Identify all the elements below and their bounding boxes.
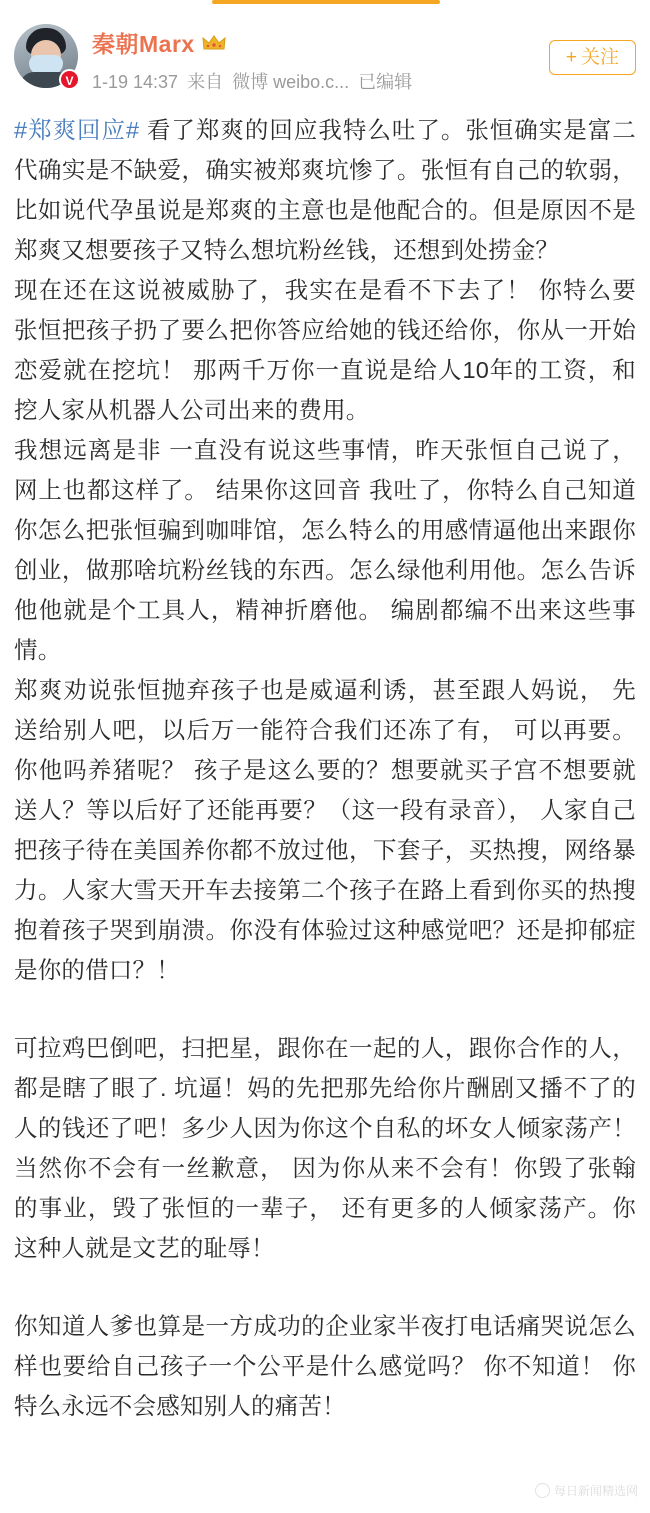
follow-button-label: 关注 — [580, 47, 619, 68]
post-source[interactable]: 微博 weibo.c... — [232, 72, 350, 92]
crown-icon — [202, 34, 226, 52]
edited-label: 已编辑 — [358, 72, 413, 92]
follow-button[interactable] — [549, 40, 636, 75]
post-paragraph-text: 看了郑爽的回应我特么吐了。张恒确实是富二代确实是不缺爱，确实被郑爽坑惨了。张恒有自己的软弱，比如说代孕虽说是郑爽的主意也是他配合的。但是原因不是郑爽又想要孩子又特么想坑粉丝钱，还想到处捞金？ — [14, 117, 636, 263]
author-name[interactable]: 秦朝Marx — [92, 31, 195, 57]
watermark-label: 每日新闻精选网 — [553, 1484, 638, 1498]
post-header — [14, 18, 636, 96]
post-content — [14, 110, 636, 1426]
post-paragraph: 可拉鸡巴倒吧，扫把星，跟你在一起的人，跟你合作的人，都是瞎了眼了. 坑逼！妈的先把那先给你片酬剧又播不了的人的钱还了吧！多少人因为你这个自私的坏女人倾家荡产！当然你不会有一丝歉意， 因为你从来不会有！你毁了张翰的事业，毁了张恒的一辈子， 还有更多的人倾家荡产。你这种人就是文艺的耻辱！ — [14, 1035, 636, 1261]
topic-link[interactable]: #郑爽回应# — [14, 117, 140, 143]
post-timestamp: 1-19 14:37 — [92, 72, 179, 92]
source-prefix: 来自 — [187, 72, 224, 92]
watermark-logo-icon — [535, 1483, 550, 1498]
post-paragraph: 我想远离是非 一直没有说这些事情，昨天张恒自己说了，网上也都这样了。 结果你这回音 我吐了，你特么自己知道你怎么把张恒骗到咖啡馆，怎么特么的用感情逼他出来跟你创业，做那啥坑粉丝钱的东西。怎么绿他利用他。怎么告诉他他就是个工具人，精神折磨他。 编剧都编不出来这些事情。 — [14, 437, 636, 663]
avatar[interactable] — [14, 24, 78, 88]
post-paragraph: 你知道人爹也算是一方成功的企业家半夜打电话痛哭说怎么样也要给自己孩子一个公平是什么感觉吗？ 你不知道！ 你特么永远不会感知别人的痛苦！ — [14, 1313, 636, 1419]
plus-icon: + — [565, 47, 577, 68]
post-paragraph — [14, 110, 636, 270]
post-paragraph: 郑爽劝说张恒抛弃孩子也是威逼利诱，甚至跟人妈说， 先送给别人吧，以后万一能符合我们还冻了有， 可以再要。你他吗养猪呢？ 孩子是这么要的？想要就买子宫不想要就送人？等以后好了还能再要？（这一段有录音）， 人家自己把孩子待在美国养你都不放过他，下套子，买热搜，网络暴力。人家大雪天开车去接第二个孩子在路上看到你买的热搜抱着孩子哭到崩溃。你没有体验过这种感觉吧？还是抑郁症是你的借口？！ — [14, 677, 636, 983]
watermark — [535, 1482, 638, 1499]
weibo-verified-icon: V — [59, 69, 80, 90]
post-paragraph: 现在还在这说被威胁了，我实在是看不下去了！ 你特么要张恒把孩子扔了要么把你答应给她的钱还给你，你从一开始恋爱就在挖坑！ 那两千万你一直说是给人10年的工资，和挖人家从机器人公司出来的费用。 — [14, 277, 636, 423]
